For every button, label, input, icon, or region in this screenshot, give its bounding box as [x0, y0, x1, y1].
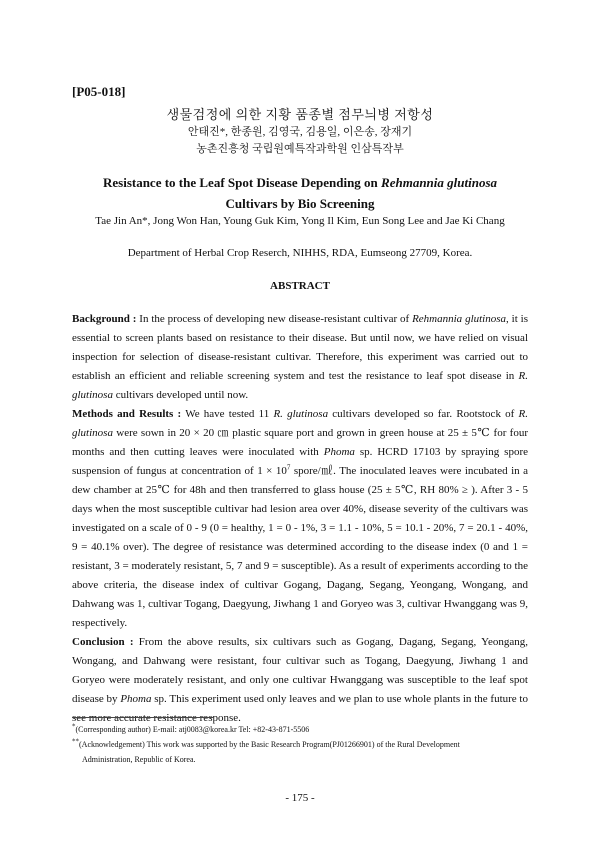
korean-title: 생물검정에 의한 지황 품종별 점무늬병 저항성 [166, 107, 434, 122]
background-label: Background : [72, 313, 137, 325]
genus-name: Phoma [120, 693, 152, 705]
methods-paragraph [72, 405, 528, 633]
methods-text: cultivars developed so far. Rootstock of [328, 408, 519, 420]
methods-text: spore/㎖. The inoculated leaves were incubated in a dew chamber at 25℃ for 48h and then transferred to glass house (25 ± 5℃, RH 80% ≥ ). After 3 - 5 days when the most susceptible cultivar had lesion area over 40%, disease severity of the cultivars was investigated on a scale of 0 - 9 (0 = healthy, 1 = 0 - 1%, 3 = 1.1 - 10%, 5 = 10.1 - 20%, 7 = 20.1 - 40%, 9 = 40.1% over). The degree of resistance was determined according to the disease index (0 and 1 = resistant, 3 = moderately resistant, 5, 7 and 9 = susceptible). As a result of experiments according to the above criteria, the disease index of cultivar Gogang, Dagang, Segang, Yeongang, Wongang, and Dahwang was 1, cultivar Togang, Daegyung, Jiwhang 1 and Goryeo was 3, cultivar Hwanggang was 9, respectively. [72, 465, 529, 629]
poster-code: [P05-018] [72, 84, 126, 99]
methods-text: sp. HCRD 17103 by spraying spore suspension of fungus at concentration of 1 × 10 [72, 446, 528, 477]
footnote-text: (Acknowledgement) This work was supported by the Basic Research Program(PJ01266901) of the Rural Development [79, 740, 460, 749]
background-text: In the process of developing new disease-resistant cultivar of [136, 313, 413, 325]
english-title-part2: Cultivars by Bio Screening [225, 196, 375, 211]
abstract-heading: ABSTRACT [270, 280, 330, 292]
korean-authors: 안태진*, 한종원, 김영국, 김용일, 이은송, 장재기 [187, 126, 413, 138]
footnote-divider [72, 717, 214, 718]
background-text: , it is essential to screen plants based on resistance to their disease. But until now, we have relied on visual inspection for selection of disease-resistant cultivar. Therefore, this experiment was carried out to establish an efficient and reliable screening system and test the resistance to leaf spot disease in [72, 313, 528, 382]
english-authors: Tae Jin An*, Jong Won Han, Young Guk Kim, Yong Il Kim, Eun Song Lee and Jae Ki Chang [95, 215, 505, 227]
footnote-text: Administration, Republic of Korea. [82, 755, 196, 764]
page-number: - 175 - [285, 792, 315, 804]
species-name: R. glutinosa [72, 408, 528, 439]
exponent: 7 [286, 463, 291, 472]
background-text: cultivars developed until now. [112, 389, 249, 401]
conclusion-label: Conclusion : [72, 636, 134, 648]
english-title-part1: Resistance to the Leaf Spot Disease Depending on [102, 175, 382, 190]
methods-label: Methods and Results : [72, 408, 182, 420]
english-title-species: Rehmannia glutinosa [381, 175, 498, 190]
methods-text: We have tested 11 [181, 408, 274, 420]
background-paragraph [72, 310, 528, 405]
footnote-text: (Corresponding author) E-mail: atj0083@korea.kr Tel: +82-43-871-5506 [75, 725, 310, 734]
species-name: R. glutinosa [273, 408, 329, 420]
footnote-acknowledgement [72, 737, 528, 767]
methods-text: were sown in 20 × 20 ㎝ plastic square port and grown in green house at 25 ± 5℃ for four months and then cutting leaves were inoculated with [72, 427, 528, 458]
species-name: Rehmannia glutinosa [412, 313, 507, 325]
species-name: R. glutinosa [72, 370, 528, 401]
conclusion-text: sp. This experiment used only leaves and we plan to use whole plants in the future to see more accurate resistance response. [72, 693, 528, 724]
footnote-mark: * [72, 722, 76, 731]
footnote-mark: ** [72, 737, 79, 746]
english-title [60, 172, 540, 214]
footnote-corresponding-author [72, 722, 528, 737]
conclusion-text: From the above results, six cultivars such as Gogang, Dagang, Segang, Yeongang, Wongang, and Dahwang were resistant, four cultivar such as Togang, Daegyung, Jiwhang 1 and Goryeo were moderately resistant, and only one cultivar Hwanggang was susceptible to the leaf spot disease by [72, 636, 528, 705]
korean-affiliation: 농촌진흥청 국립원예특작과학원 인삼특작부 [196, 143, 404, 155]
genus-name: Phoma [323, 446, 355, 458]
english-affiliation: Department of Herbal Crop Reserch, NIHHS, RDA, Eumseong 27709, Korea. [127, 247, 473, 259]
